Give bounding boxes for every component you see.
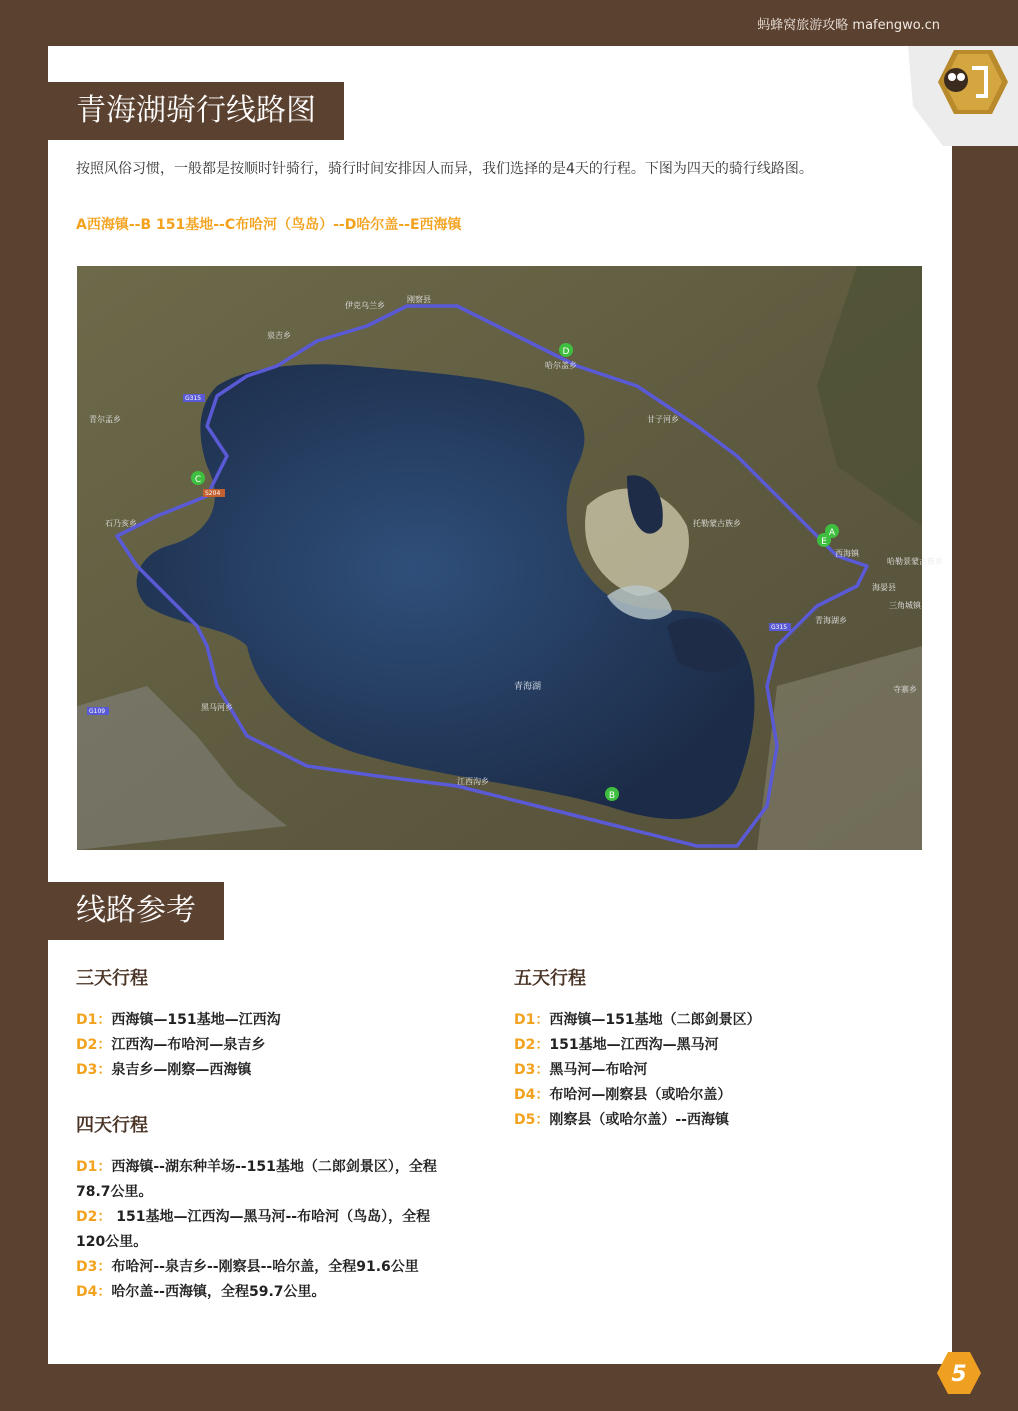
- marker-b: [605, 787, 619, 801]
- marker-e: [817, 533, 831, 547]
- place-label: 三角城镇: [889, 601, 921, 610]
- map-svg: [77, 266, 943, 850]
- list-item: D2：151基地—江西沟—黑马河: [514, 1037, 719, 1053]
- marker-label-d: D: [562, 347, 570, 357]
- three-days-column: [76, 964, 496, 1305]
- road-label: G315: [771, 624, 788, 631]
- marker-label-e: E: [821, 537, 827, 547]
- place-label: 刚察县: [407, 295, 431, 304]
- place-label: 哈尔盖乡: [545, 361, 577, 370]
- marker-label-b: B: [608, 791, 616, 801]
- place-label: 甘子河乡: [647, 415, 679, 424]
- marker-label-c: C: [194, 475, 202, 485]
- list-item: D4：布哈河—刚察县（或哈尔盖）: [514, 1087, 732, 1103]
- marker-c: [191, 471, 205, 485]
- five-days-title: 五天行程: [514, 968, 586, 989]
- mafengwo-logo: [868, 46, 1018, 146]
- four-days-title: 四天行程: [76, 1115, 148, 1136]
- place-label: 伊克乌兰乡: [345, 301, 385, 310]
- place-label: 石乃亥乡: [105, 519, 137, 528]
- page-number: 5: [951, 1362, 967, 1387]
- route-map: [77, 266, 943, 850]
- list-item: D5：刚察县（或哈尔盖）--西海镇: [514, 1112, 729, 1128]
- list-item: D2： 151基地—江西沟—黑马河--布哈河（鸟岛），全程 120公里。: [76, 1209, 431, 1250]
- list-item: D3：黑马河—布哈河: [514, 1062, 648, 1078]
- place-label: 托勒蒙古族乡: [693, 519, 741, 528]
- place-label: 寺寨乡: [893, 685, 917, 694]
- section-title-map: 青海湖骑行线路图: [48, 82, 344, 140]
- page-content: [48, 46, 952, 1364]
- place-label: 青海湖乡: [815, 616, 847, 625]
- place-label: 西海镇: [835, 549, 859, 558]
- place-label: 青尔孟乡: [89, 415, 121, 424]
- section-title-routes: 线路参考: [48, 882, 224, 940]
- road-label: S204: [205, 490, 221, 497]
- list-item: D1：西海镇—151基地（二郎剑景区）: [514, 1012, 761, 1028]
- place-label: 江西沟乡: [457, 777, 489, 786]
- list-item: D4：哈尔盖--西海镇，全程59.7公里。: [76, 1284, 326, 1300]
- route-summary: A西海镇--B 151基地--C布哈河（鸟岛）--D哈尔盖--E西海镇: [76, 217, 462, 233]
- page-number-badge: [936, 1350, 982, 1396]
- lake-label: 青海湖: [514, 682, 542, 692]
- list-item: D2：江西沟—布哈河—泉吉乡: [76, 1037, 266, 1053]
- place-label: 海晏县: [872, 583, 896, 592]
- place-label: 黑马河乡: [201, 703, 233, 712]
- place-label: 泉吉乡: [267, 331, 291, 340]
- list-item: D1：西海镇--湖东种羊场--151基地（二郎剑景区），全程 78.7公里。: [76, 1159, 437, 1200]
- intro-text: 按照风俗习惯，一般都是按顺时针骑行，骑行时间安排因人而异，我们选择的是4天的行程。下图为四天的骑行线路图。: [76, 161, 813, 177]
- five-days-column: [514, 964, 934, 1133]
- place-label: 哈勒景蒙古族乡: [887, 557, 943, 566]
- marker-label-a: A: [828, 528, 836, 538]
- marker-d: [559, 343, 573, 357]
- brand-header: 蚂蜂窝旅游攻略 mafengwo.cn: [757, 18, 940, 33]
- list-item: D1：西海镇—151基地—江西沟: [76, 1012, 281, 1028]
- list-item: D3：布哈河--泉吉乡--刚察县--哈尔盖，全程91.6公里: [76, 1259, 419, 1275]
- road-label: G109: [89, 708, 106, 715]
- list-item: D3：泉吉乡—刚察—西海镇: [76, 1062, 252, 1078]
- road-label: G315: [185, 395, 202, 402]
- three-days-title: 三天行程: [76, 968, 148, 989]
